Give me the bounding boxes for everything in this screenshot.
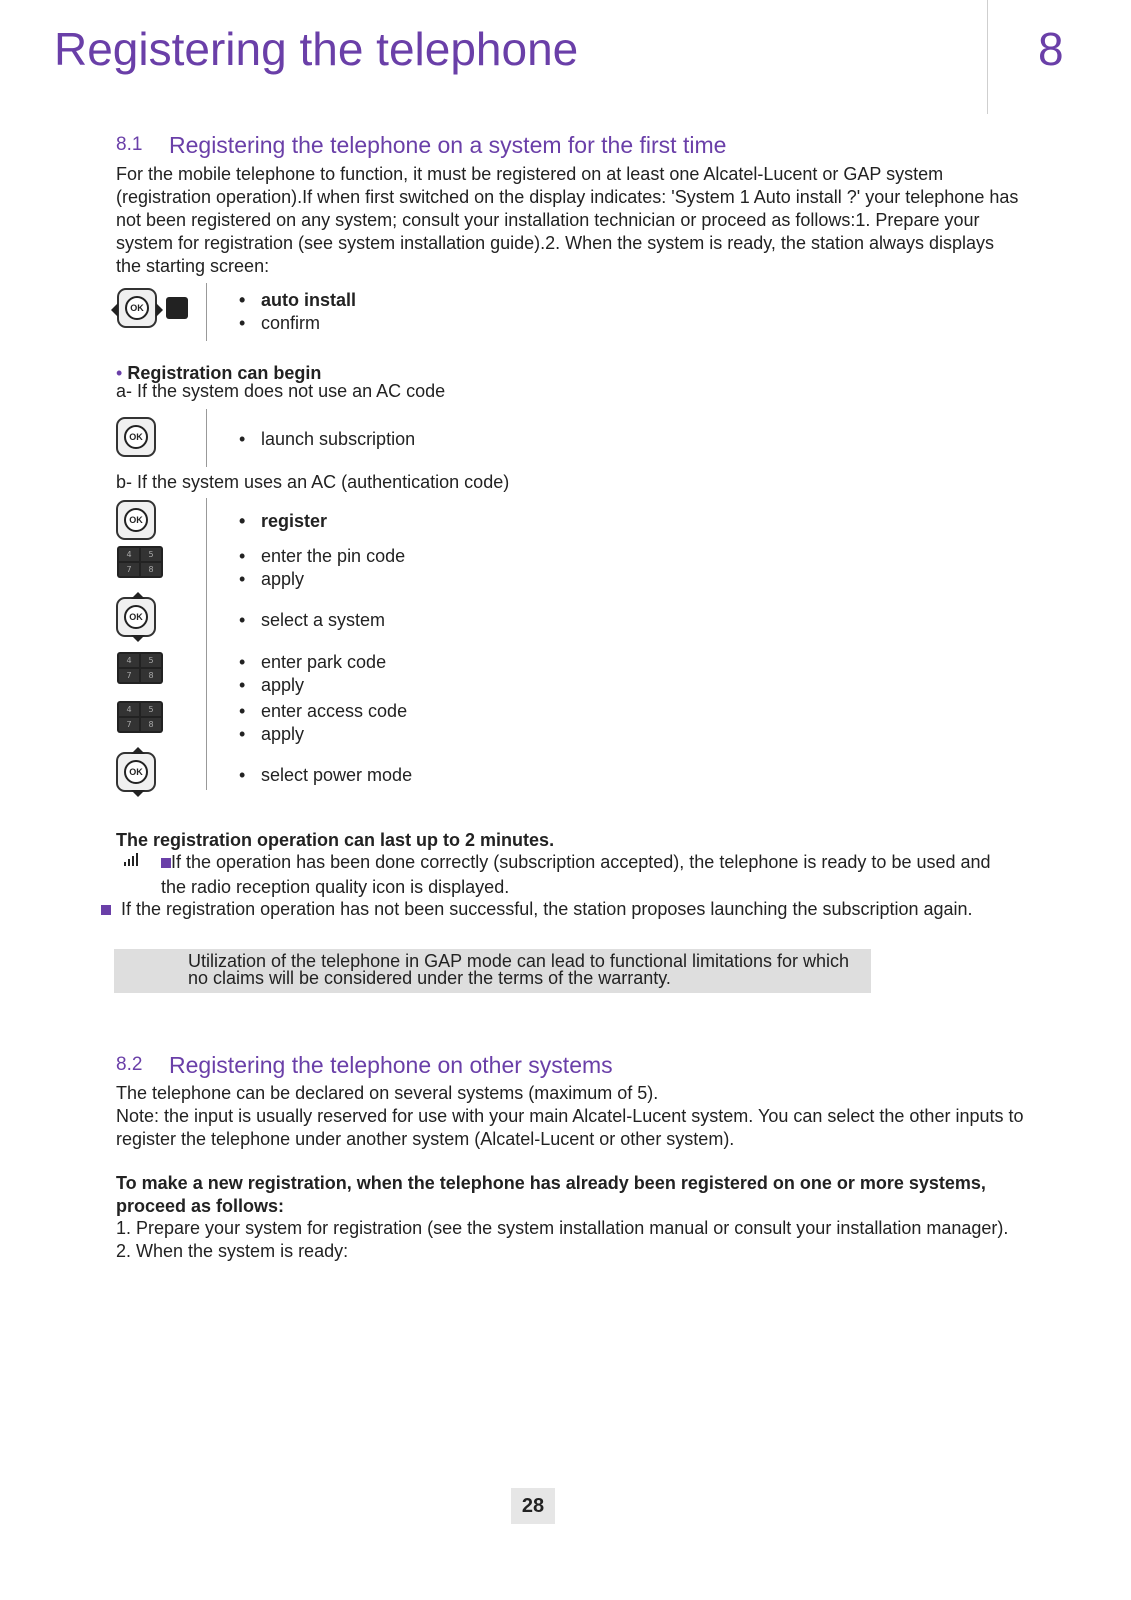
- warranty-note-line2: no claims will be considered under the terms of the warranty.: [188, 968, 671, 988]
- keypad-icon: 4 5 7 8: [117, 701, 163, 733]
- step-item: • select a system: [235, 609, 385, 632]
- step-divider: [206, 409, 207, 467]
- step-list: [235, 609, 385, 632]
- section-title: Registering the telephone on other systems: [169, 1052, 613, 1078]
- step-divider: [206, 498, 207, 790]
- step-list: [235, 700, 407, 746]
- keypad-icon: 4 5 7 8: [117, 546, 163, 578]
- ok-icon: OK: [124, 425, 148, 449]
- section-paragraph: The telephone can be declared on several systems (maximum of 5).: [116, 1083, 659, 1103]
- warranty-note-line1: Utilization of the telephone in GAP mode can lead to functional limitations for which: [188, 951, 850, 971]
- header-divider: [987, 0, 988, 114]
- ok-icon: OK: [125, 296, 149, 320]
- step-item: • launch subscription: [235, 428, 415, 451]
- step-item: • apply: [235, 723, 407, 746]
- step-item: • confirm: [235, 312, 356, 335]
- ok-icon: OK: [124, 508, 148, 532]
- procedure-step: 1. Prepare your system for registration (see the system installation manual or consult your installation manager).: [116, 1218, 1009, 1238]
- ok-key-icon-ud: [116, 752, 156, 792]
- keypad-icon: 4 5 7 8: [117, 652, 163, 684]
- procedure-intro: To make a new registration, when the telephone has already been registered on one or more systems, proceed as follows:: [116, 1173, 986, 1216]
- step-item: • auto install: [235, 289, 356, 312]
- ok-key-icon: [116, 417, 156, 457]
- step-item: • register: [235, 510, 327, 533]
- step-list: [235, 428, 415, 451]
- bullet-square-icon: [101, 905, 111, 915]
- step-list: [235, 510, 327, 533]
- step-item: • select power mode: [235, 764, 412, 787]
- section-title: Registering the telephone on a system for the first time: [169, 132, 727, 158]
- ok-icon: OK: [124, 605, 148, 629]
- step-item: • apply: [235, 674, 386, 697]
- step-list: [235, 289, 356, 335]
- ok-key-icon-ud: [116, 597, 156, 637]
- case-a-text: a- If the system does not use an AC code: [116, 381, 446, 401]
- chapter-number: 8: [1038, 23, 1064, 75]
- registration-heading: • Registration can begin: [116, 363, 322, 383]
- page-title: Registering the telephone: [54, 23, 579, 75]
- case-b-text: b- If the system uses an AC (authentication code): [116, 472, 510, 492]
- procedure-step: 2. When the system is ready:: [116, 1241, 349, 1261]
- step-item: • enter park code: [235, 651, 386, 674]
- bullet-square-icon: [161, 858, 171, 868]
- step-list: [235, 651, 386, 697]
- success-text: If the operation has been done correctly (subscription accepted), the telephone is ready to be used and: [161, 851, 991, 874]
- ok-key-icon-lr: [117, 288, 161, 328]
- step-item: • apply: [235, 568, 405, 591]
- section-note: Note: the input is usually reserved for use with your main Alcatel-Lucent system. You can select the other inputs to register the telephone under another system (Alcatel-Lucent or other system).: [116, 1106, 1024, 1149]
- ok-key-icon: [116, 500, 156, 540]
- step-divider: [206, 283, 207, 341]
- signal-icon: [123, 853, 139, 867]
- section-intro: For the mobile telephone to function, it must be registered on at least one Alcatel-Lucent or GAP system (registration operation).If when first switched on the display indicates: 'System 1 Auto install ?' your telephone has not been registered on any system; consult your installation technician or proceed as follows:1. Prepare your system for registration (see system installation guide).2. When the system is ready, the station always displays the starting screen:: [116, 164, 1019, 276]
- page-number: 28: [511, 1488, 555, 1524]
- ok-icon: OK: [124, 760, 148, 784]
- duration-note: The registration operation can last up to 2 minutes.: [116, 830, 555, 850]
- step-item: • enter the pin code: [235, 545, 405, 568]
- system-icon: [166, 297, 188, 319]
- step-item: • enter access code: [235, 700, 407, 723]
- fail-text: If the registration operation has not been successful, the station proposes launching the subscription again.: [101, 898, 973, 921]
- section-number: 8.2: [116, 1054, 143, 1075]
- step-list: [235, 545, 405, 591]
- success-text-2: the radio reception quality icon is displayed.: [161, 877, 510, 897]
- section-number: 8.1: [116, 134, 143, 155]
- step-list: [235, 764, 412, 787]
